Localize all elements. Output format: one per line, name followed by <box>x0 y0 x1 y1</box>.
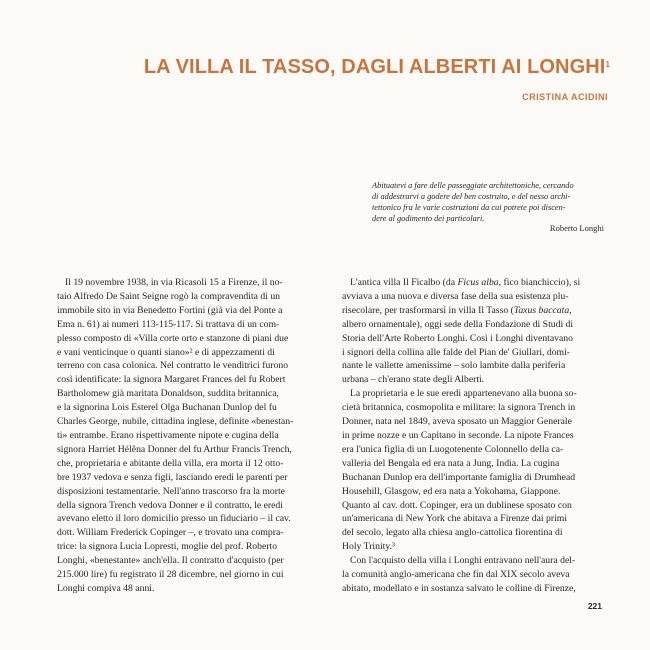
epigraph-line: di addestrarvi a godere del ben costruito, e del nesso archi- <box>372 192 571 201</box>
body-text-segment: Buchanan Dunlop era dell'importante famiglia di Drumhead <box>342 471 576 483</box>
body-text-segment: Holy Trinity.³ <box>342 541 395 553</box>
title-footnote-marker: 1 <box>605 60 610 69</box>
body-text-line: Il 19 novembre 1938, in via Ricasoli 15 a Firenze, il no- <box>65 277 283 288</box>
body-text-segment: , fico bianchiccio), si <box>498 277 581 288</box>
body-text-line <box>342 526 604 540</box>
body-text-segment: abitato, modellato e in sostanza salvato le colline di Firenze, <box>342 582 576 594</box>
body-text-line <box>342 499 604 513</box>
body-text-line: avevano eletto il loro domicilio presso un fiduciario – il cav. <box>57 513 291 525</box>
body-text-line: signora Harriet Hélêna Donner del fu Arthur Francis Trench, <box>57 443 292 455</box>
body-text-line: ti» entrambe. Erano rispettivamente nipote e cugina della <box>57 429 279 441</box>
body-text-segment: urbana – ch'erano state degli Alberti. <box>342 374 485 386</box>
body-text-line <box>342 304 604 318</box>
body-text-line: e la signorina Lois Esterel Olga Buchanan Dunlop del fu <box>57 402 277 414</box>
body-text-line <box>342 415 604 429</box>
body-text-segment: Househill, Glasgow, ed era nata a Yokohama, Giappone. <box>342 485 561 497</box>
body-text-segment: nante le vallette amenissime – solo lambite dalla periferia <box>342 360 566 372</box>
body-text-line <box>342 290 604 304</box>
body-text-line: Longhi, «benestante» anch'ella. Il contratto d'acquisto (per <box>57 555 284 567</box>
body-text-line <box>342 554 604 568</box>
epigraph <box>372 180 602 224</box>
body-text-line: Charles George, nubile, cittadina inglese, definite «benestan- <box>57 416 294 428</box>
body-text-line: terreno con casa colonica. Nel contratto le venditrici furono <box>57 360 289 372</box>
body-text-line <box>342 401 604 415</box>
body-text-line: Longhi compiva 48 anni. <box>57 582 155 594</box>
body-text-line: e vani venticinque o quanti siano»² e di appezzamenti di <box>57 346 275 358</box>
chapter-title-text: LA VILLA IL TASSO, DAGLI ALBERTI AI LONGHI <box>143 56 606 78</box>
body-text-segment: L'antica villa Il Ficalbo (da <box>350 277 458 288</box>
italic-term: Ficus alba <box>457 277 499 288</box>
body-text-line: della signora Trench vedova Donner e il contratto, le eredi <box>57 499 283 511</box>
body-text-segment: la comunità anglo-americana che fin dal XIX secolo aveva <box>342 569 570 581</box>
body-text-segment: La proprietaria e le sue eredi appartenevano alla buona so- <box>350 388 577 400</box>
body-column-left <box>57 276 315 596</box>
body-text-segment: Donner, nata nel 1849, aveva sposato un Maggior Generale <box>342 416 572 428</box>
body-text-segment: i signori della collina alle falde del Pian de' Giullari, domi- <box>342 346 570 358</box>
body-text-line: 215.000 lire) fu registrato il 28 dicembre, nel giorno in cui <box>57 569 284 581</box>
body-text-line: trice: la signora Lucia Lopresti, moglie del prof. Roberto <box>57 541 278 553</box>
body-text-segment: un'americana di New York che abitava a Firenze dai primi <box>342 513 568 525</box>
epigraph-line: tettonico fra le varie costruzioni da cui potrete poi discen- <box>372 203 566 212</box>
body-text-line <box>342 332 604 346</box>
body-text-line <box>342 318 604 332</box>
body-text-line <box>342 373 604 387</box>
body-text-segment: del secolo, legato alla chiesa anglo-cattolica fiorentina di <box>342 527 563 539</box>
body-text-line <box>342 568 604 582</box>
body-text-segment: era l'unica figlia di un Luogotenente Colonnello della ca- <box>342 443 564 455</box>
body-text-line <box>342 443 604 457</box>
body-text-segment: Con l'acquisto della villa i Longhi entravano nell'aura del- <box>350 555 576 567</box>
body-text-line <box>342 512 604 526</box>
chapter-author: CRISTINA ACIDINI <box>522 92 608 102</box>
body-text-line <box>342 387 604 401</box>
body-text-line <box>342 276 604 290</box>
body-text-line <box>342 582 604 596</box>
body-text-line: taio Alfredo De Saint Seigne rogò la compravendita di un <box>57 290 281 302</box>
italic-term: Taxus baccata <box>513 304 570 316</box>
epigraph-line: dere al godimento dei particolari. <box>372 214 485 223</box>
body-text-segment: , <box>569 304 572 316</box>
epigraph-line: Abituatevi a fare delle passeggiate architettoniche, cercando <box>372 181 574 190</box>
body-text-line: disposizioni testamentarie. Nell'anno trascorso fra la morte <box>57 485 285 497</box>
body-text-segment: valleria del Bengala ed era nata a Jung, India. La cugina <box>342 457 560 469</box>
body-text-segment: risecolare, per trasformarsi in villa Il Tasso ( <box>342 304 514 316</box>
body-text-segment: Storia dell'Arte Roberto Longhi. Così i Longhi diventavano <box>342 332 573 344</box>
body-text-line: bre 1937 vedova e senza figli, lasciando eredi le parenti per <box>57 471 288 483</box>
body-text-segment: cietà britannica, cosmopolita e militare: la signora Trench in <box>342 402 576 414</box>
epigraph-attribution: Roberto Longhi <box>549 223 604 233</box>
body-text-line: così identificate: la signora Margaret Frances del fu Robert <box>57 374 286 386</box>
body-text-line <box>342 485 604 499</box>
body-text-line <box>342 346 604 360</box>
body-text-line <box>342 359 604 373</box>
body-text-line <box>342 429 604 443</box>
body-text-line <box>342 457 604 471</box>
body-text-line <box>342 471 604 485</box>
body-text-line: immobile sito in via Benedetto Fortini (già via del Ponte a <box>57 304 283 316</box>
body-text-line: che, proprietaria e abitante della villa, era morta il 12 otto- <box>57 457 284 469</box>
body-text-segment: avviava a una nuova e diversa fase della sua esistenza plu- <box>342 290 569 302</box>
body-text-segment: in prime nozze e un Capitano in seconde. La nipote Frances <box>342 429 574 441</box>
chapter-title <box>120 55 610 79</box>
body-column-right <box>342 276 604 596</box>
body-text-line: plesso composto di «Villa corte orto e stanzone di piani due <box>57 332 289 344</box>
page-number: 221 <box>587 601 602 611</box>
body-text-line <box>342 540 604 554</box>
body-text-line: Ema n. 61) ai numeri 113-115-117. Si trattava di un com- <box>57 318 280 330</box>
body-text-segment: albero ornamentale), oggi sede della Fondazione di Studi di <box>342 318 574 330</box>
body-text-segment: Quanto al cav. dott. Copinger, era un dublinese sposato con <box>342 499 572 511</box>
body-text-line: dott. William Frederick Copinger –, e trovato una compra- <box>57 527 284 539</box>
body-text-line: Bartholomew già maritata Donaldson, suddita britannica, <box>57 388 279 400</box>
